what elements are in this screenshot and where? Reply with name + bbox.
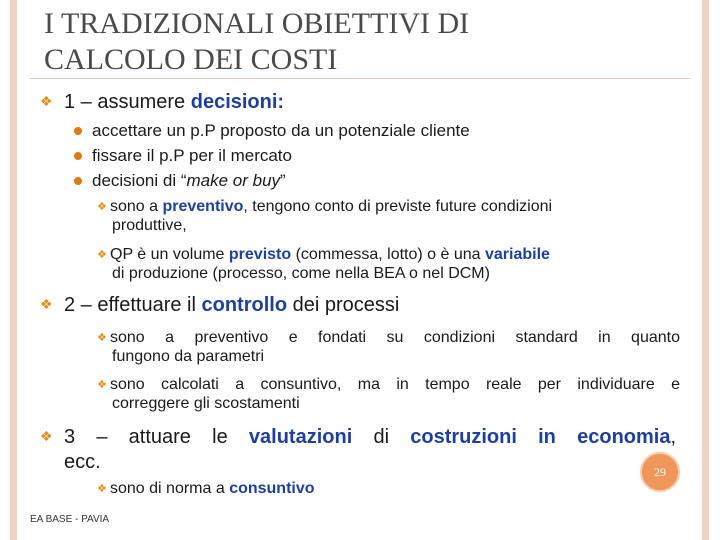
point-2-sub-2: sono calcolati a consuntivo, ma in tempo reale per individuare e [110,376,680,393]
point-1-item-1: accettare un p.P proposto da un potenziale cliente [92,121,470,140]
p3-word: di [373,426,390,448]
point-1-sub-1 [110,199,680,215]
dot-bullet-icon [74,127,82,135]
point-1-heading [64,91,284,113]
sub-text: sono di norma a [110,480,230,497]
bullet-icon: ❖ [40,428,53,444]
point-3-heading [64,425,676,449]
point-1-item-3 [92,170,286,192]
point-1-sub-2-cont: di produzione (processo, come nella BEA o nel DCM) [112,265,490,282]
point-1-highlight: decisioni: [190,91,285,113]
point-1-prefix: 1 – assumere [64,91,191,113]
sub-highlight: variabile [485,246,550,263]
bullet-icon: ❖ [40,296,53,312]
p3-highlight: economia [577,426,671,448]
p3-word: in [538,426,556,448]
page-number: 29 [654,464,666,479]
slide-title-line-1: I TRADIZIONALI OBIETTIVI DI [44,7,470,40]
point-1-sub-2 [110,247,680,263]
bullet-icon: ❖ [97,201,107,213]
p3-word: , [670,426,677,448]
dot-bullet-icon [74,177,82,185]
p3-word: le [212,426,228,448]
bullet-icon: ❖ [97,249,107,261]
bullet-icon: ❖ [97,483,107,495]
point-2-highlight: controllo [201,294,288,316]
sub-text: , tengono conto di previste future condizioni [243,198,553,215]
item-3-text-b: ” [280,171,286,190]
sub-highlight: preventivo [162,198,244,215]
point-3-sub-1 [110,481,680,497]
p3-highlight: valutazioni [248,426,353,448]
point-2-sub-1: sono a preventivo e fondati su condizioni standard in quanto [110,329,680,346]
slide-title-line-2: CALCOLO DEI COSTI [44,43,338,76]
point-2-heading [64,294,399,316]
sub-highlight: previsto [228,246,292,263]
item-3-text-a: decisioni di “ [92,171,187,190]
point-3-heading-cont: ecc. [64,451,101,473]
p3-highlight: costruzioni [410,426,517,448]
p3-word: attuare [128,426,191,448]
point-2-sub-2-cont: correggere gli scostamenti [112,395,300,412]
slide-footer: EA BASE - PAVIA [30,514,110,525]
point-2-suffix: dei processi [287,294,400,316]
bullet-icon: ❖ [40,93,53,109]
bullet-icon: ❖ [97,379,107,391]
p3-word: 3 [64,426,76,448]
p3-word: – [96,426,108,448]
page-number-badge [640,452,680,492]
sub-text: QP è un volume [110,246,229,263]
item-3-italic: make or buy [186,171,281,190]
sub-text: sono a [110,198,163,215]
sub-highlight: consuntivo [229,480,315,497]
bullet-icon: ❖ [97,332,107,344]
dot-bullet-icon [74,152,82,160]
sub-text: (commessa, lotto) o è una [291,246,485,263]
point-2-prefix: 2 – effettuare il [64,294,202,316]
point-2-sub-1-cont: fungono da parametri [112,348,265,365]
point-1-item-2: fissare il p.P per il mercato [92,146,292,165]
point-1-sub-1-cont: produttive, [112,217,187,234]
